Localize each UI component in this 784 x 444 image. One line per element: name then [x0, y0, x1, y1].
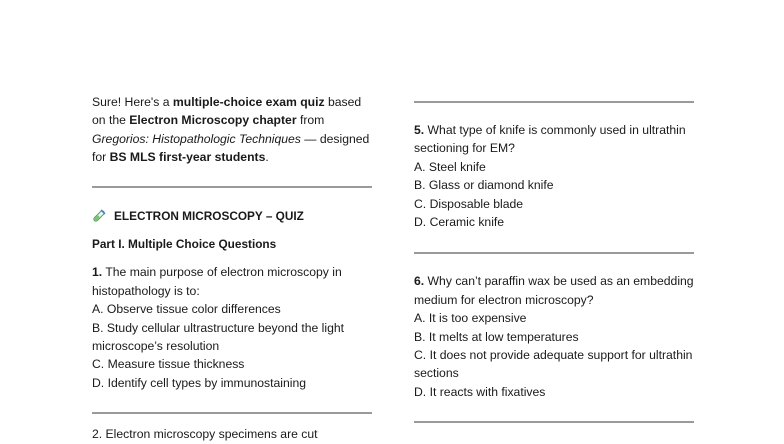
intro-bold: multiple-choice exam quiz	[172, 95, 325, 109]
divider	[414, 101, 694, 103]
intro-bold: BS MLS first-year students	[109, 150, 266, 165]
question-1	[92, 263, 372, 392]
intro-italic: Gregorios: Histopathologic Techniques	[92, 131, 301, 146]
option-a: A. Observe tissue color differences	[92, 302, 281, 317]
quiz-heading	[92, 207, 372, 225]
intro-text: — designed for	[92, 131, 370, 165]
left-column	[92, 93, 372, 444]
question-text	[414, 121, 694, 158]
question-5	[414, 121, 694, 231]
question-number: 5.	[414, 123, 425, 137]
question-text	[92, 263, 372, 300]
intro-text: from	[296, 113, 325, 128]
divider	[92, 412, 372, 414]
option-b: B. Study cellular ultrastructure beyond the light microscope’s resolution	[92, 320, 345, 354]
question-number: 6.	[414, 274, 425, 289]
part-title: Part I. Multiple Choice Questions	[92, 237, 277, 252]
divider	[414, 252, 694, 254]
question-6	[414, 272, 694, 401]
option-b: B. It melts at low temperatures	[414, 329, 579, 344]
question-stem: Why can’t paraffin wax be used as an embedding medium for electron microscopy?	[414, 274, 694, 307]
divider	[414, 421, 694, 423]
option-c: C. Disposable blade	[414, 196, 524, 211]
question-text	[414, 272, 694, 309]
divider	[92, 186, 372, 188]
option-d: D. Identify cell types by immunostaining	[92, 375, 307, 390]
option-c: C. Measure tissue thickness	[92, 357, 245, 372]
question-stem: What type of knife is commonly used in ultrathin sectioning for EM?	[414, 123, 686, 156]
intro-bold: Electron Microscopy chapter	[129, 113, 297, 128]
intro-text: .	[265, 150, 269, 165]
option-d: D. It reacts with fixatives	[414, 384, 546, 399]
question-number: 1.	[92, 265, 103, 280]
intro-text: based on the	[92, 95, 362, 128]
question-stem: The main purpose of electron microscopy in histopathology is to:	[92, 265, 342, 298]
intro-paragraph	[92, 93, 372, 167]
option-c: C. It does not provide adequate support for ultrathin sections	[414, 348, 693, 381]
quiz-title: ELECTRON MICROSCOPY – QUIZ	[114, 208, 304, 223]
option-a: A. It is too expensive	[414, 311, 527, 326]
right-column	[414, 101, 694, 423]
test-tube-icon	[92, 209, 106, 223]
option-b: B. Glass or diamond knife	[414, 178, 554, 193]
intro-text: Sure! Here's a	[92, 95, 173, 109]
partial-question-2: 2. Electron microscopy specimens are cut	[92, 427, 318, 442]
option-a: A. Steel knife	[414, 159, 486, 174]
option-d: D. Ceramic knife	[414, 215, 505, 230]
